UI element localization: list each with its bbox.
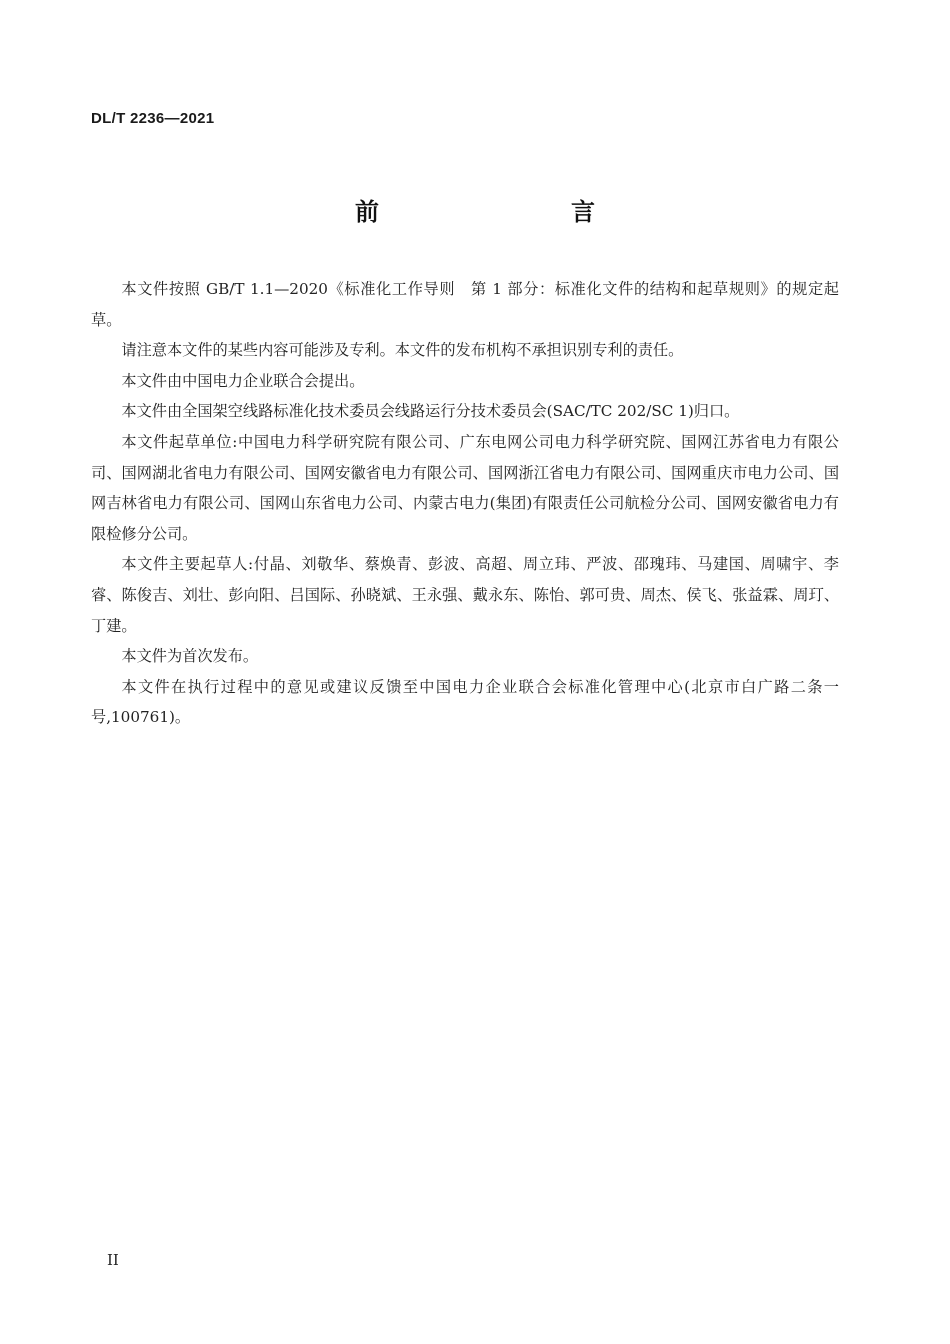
paragraph-feedback: 本文件在执行过程中的意见或建议反馈至中国电力企业联合会标准化管理中心(北京市白广路二条一号,100761)。 (91, 677, 839, 727)
standard-number: DL/T 2236—2021 (91, 110, 215, 127)
page-title: 前 言 (355, 198, 643, 226)
paragraph-drafting-rules: 本文件按照 GB/T 1.1—2020《标准化工作导则 第 1 部分：标准化文件的结构和起草规则》的规定起草。 (91, 280, 839, 329)
paragraph-patent-notice: 请注意本文件的某些内容可能涉及专利。本文件的发布机构不承担识别专利的责任。 (121, 341, 684, 360)
paragraph-drafters: 本文件主要起草人:付晶、刘敬华、蔡焕青、彭波、高超、周立玮、严波、邵瑰玮、马建国、周啸宇、李睿、陈俊吉、刘壮、彭向阳、吕国际、孙晓斌、王永强、戴永东、陈怡、郭可贵、周杰、侯飞、张益霖、周玎、丁建。 (91, 555, 839, 635)
page-number: II (107, 1251, 119, 1269)
paragraph-proposer: 本文件由中国电力企业联合会提出。 (121, 371, 365, 390)
paragraph-first-release: 本文件为首次发布。 (121, 647, 259, 666)
foreword-body (91, 274, 839, 733)
paragraph-administrator: 本文件由全国架空线路标准化技术委员会线路运行分技术委员会(SAC/TC 202/SC 1)归口。 (121, 402, 740, 421)
paragraph-drafting-units: 本文件起草单位:中国电力科学研究院有限公司、广东电网公司电力科学研究院、国网江苏省电力有限公司、国网湖北省电力有限公司、国网安徽省电力有限公司、国网浙江省电力有限公司、国网重庆市电力公司、国网吉林省电力有限公司、国网山东省电力公司、内蒙古电力(集团)有限责任公司航检分公司、国网安徽省电力有限检修分公司。 (91, 432, 839, 543)
